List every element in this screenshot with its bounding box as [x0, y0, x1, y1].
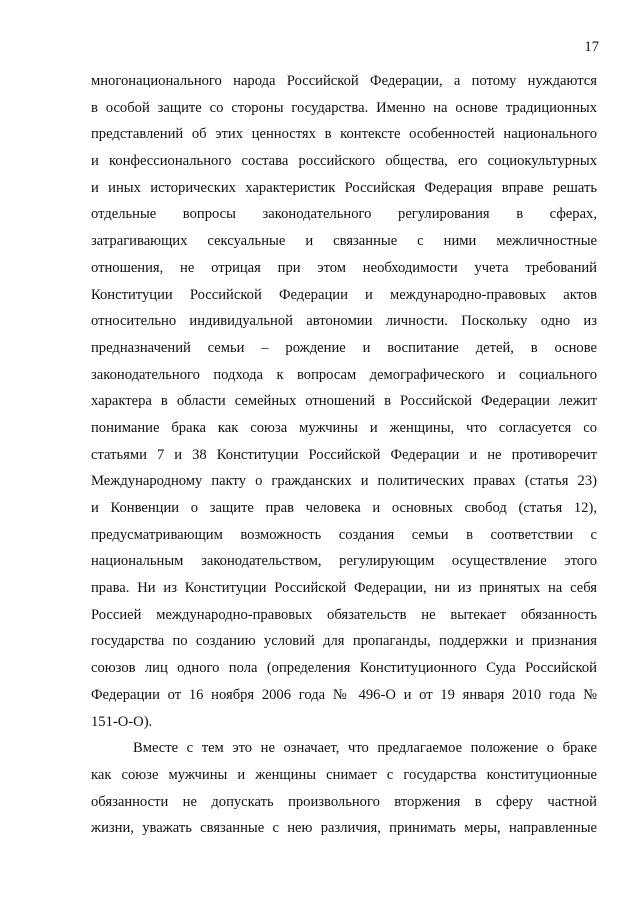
text-line: союзов лиц одного пола (определения Конституционного Суда Российской: [91, 660, 597, 677]
text-line: отдельные вопросы законодательного регулирования в сферах,: [91, 206, 597, 223]
text-line: представлений об этих ценностях в контексте особенностей национального: [91, 126, 597, 143]
body-text: [91, 68, 597, 842]
text-line: Россией международно-правовых обязательств не вытекает обязанность: [91, 606, 597, 623]
text-line: понимание брака как союза мужчины и женщины, что согласуется со: [91, 419, 597, 436]
text-line: 151-О-О).: [91, 713, 153, 730]
text-line: обязанности не допускать произвольного вторжения в сферу частной: [91, 793, 597, 810]
text-line: статьями 7 и 38 Конституции Российской Федерации и не противоречит: [91, 446, 597, 463]
text-line: государства по созданию условий для пропаганды, поддержки и признания: [91, 633, 597, 650]
text-line: и конфессионального состава российского общества, его социокультурных: [91, 153, 597, 170]
text-line: законодательного подхода к вопросам демографического и социального: [91, 366, 597, 383]
text-line: многонационального народа Российской Федерации, а потому нуждаются: [91, 73, 597, 89]
text-line: в особой защите со стороны государства. Именно на основе традиционных: [91, 99, 597, 116]
text-line: Международному пакту о гражданских и политических правах (статья 23): [91, 473, 597, 490]
text-line: права. Ни из Конституции Российской Федерации, ни из принятых на себя: [91, 580, 597, 597]
text-line: жизни, уважать связанные с нею различия, принимать меры, направленные: [91, 820, 597, 837]
page-number: 17: [584, 39, 599, 55]
text-line: национальным законодательством, регулирующим осуществление этого: [91, 553, 597, 570]
text-line: Вместе с тем это не означает, что предлагаемое положение о браке: [133, 740, 597, 757]
text-line: и иных исторических характеристик Российская Федерация вправе решать: [91, 179, 597, 196]
text-line: Федерации от 16 ноября 2006 года № 496-О и от 19 января 2010 года №: [91, 686, 597, 703]
text-line: отношения, не отрицая при этом необходимости учета требований: [91, 259, 597, 276]
text-line: как союзе мужчины и женщины снимает с государства конституционные: [91, 766, 597, 783]
text-line: относительно индивидуальной автономии личности. Поскольку одно из: [91, 313, 597, 330]
text-line: предназначений семьи – рождение и воспитание детей, в основе: [91, 339, 597, 356]
text-line: предусматривающим возможность создания семьи в соответствии с: [91, 526, 597, 543]
text-line: Конституции Российской Федерации и международно-правовых актов: [91, 286, 597, 303]
text-line: и Конвенции о защите прав человека и основных свобод (статья 12),: [91, 500, 597, 516]
text-line: затрагивающих сексуальные и связанные с ними межличностные: [91, 233, 597, 250]
text-line: характера в области семейных отношений в Российской Федерации лежит: [91, 393, 597, 410]
